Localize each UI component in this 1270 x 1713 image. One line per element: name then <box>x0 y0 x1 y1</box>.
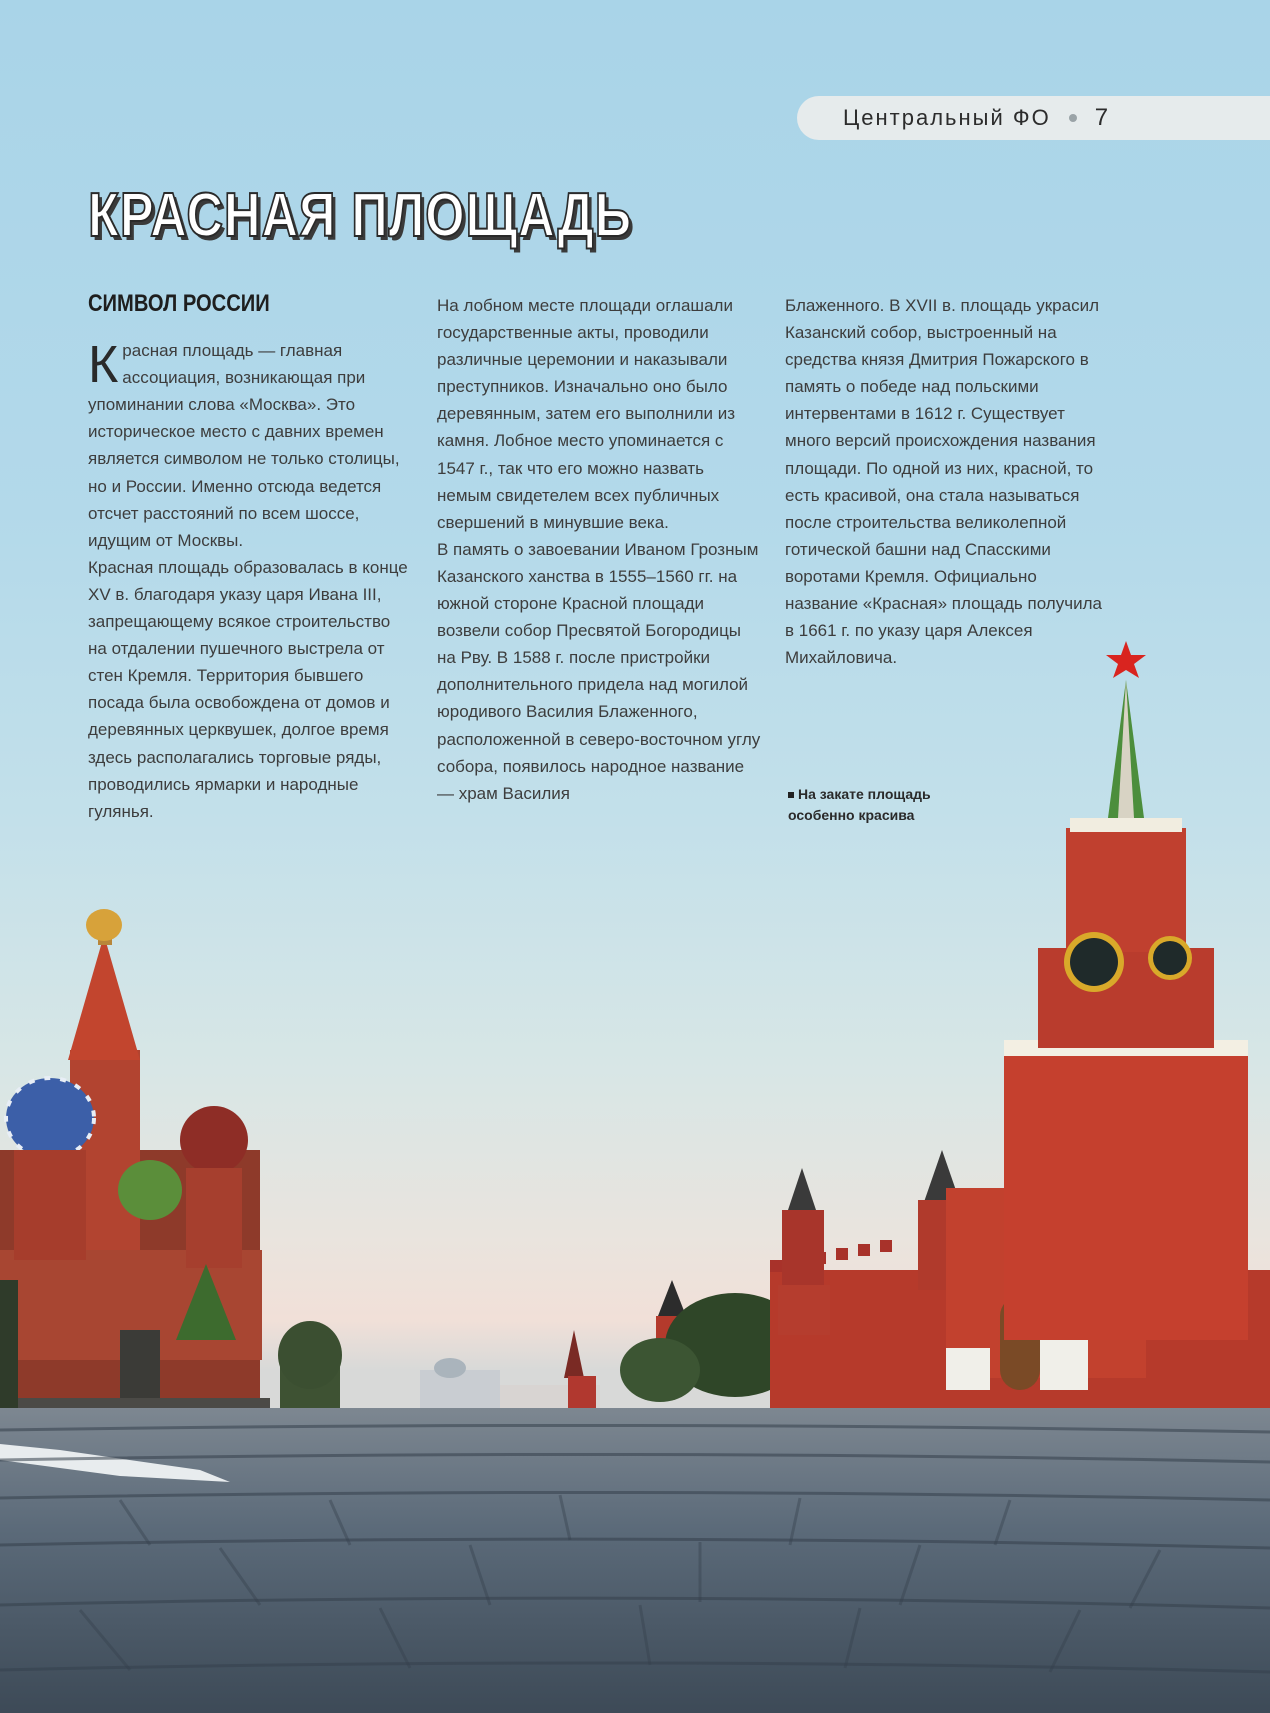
paragraph: Красная площадь образовалась в конце XV в. благодаря указу царя Ивана III, запрещающему всякое строительство на отдалении пушечного выстрела от стен Кремля. Территория бывшего посада была освобождена от домов и деревянных церквушек, долгое время здесь располагались торговые ряды, проводились ярмарки и народные гулянья. <box>88 557 408 821</box>
caption-marker-icon <box>788 792 794 798</box>
photo-caption <box>788 784 968 826</box>
section-name: Центральный ФО <box>843 105 1051 130</box>
text-column-1 <box>88 290 413 825</box>
separator-dot-icon <box>1069 114 1077 122</box>
page-title: КРАСНАЯ ПЛОЩАДЬ <box>88 181 632 250</box>
drop-cap: К <box>88 336 119 395</box>
paragraph: На лобном месте площади оглашали государственные акты, проводили различные церемонии и наказывали преступников. Изначально оно было деревянным, затем его выполнили из камня. Лобное место упоминается с 1547 г., так что его можно назвать немым свидетелем всех публичных свершений в минувшие века. <box>437 296 736 532</box>
text-column-3 <box>785 292 1110 671</box>
paragraph: Блаженного. В XVII в. площадь украсил Казанский собор, выстроенный на средства князя Дмитрия Пожарского в память о победе над польскими интервентами в 1612 г. Существует много версий происхождения названия площади. По одной из них, красной, то есть красивой, она стала называться после строительства великолепной готической башни над Спасскими воротами Кремля. Официально название «Красная» площадь получила в 1661 г. по указу царя Алексея Михайловича. <box>785 296 1102 668</box>
paragraph: В память о завоевании Иваном Грозным Казанского ханства в 1555–1560 гг. на южной стороне Красной площади возвели собор Пресвятой Богородицы на Рву. В 1588 г. после пристройки дополнительного придела над могилой юродивого Василия Блаженного, расположенной в северо-восточном углу собора, появилось народное название — храм Василия <box>437 539 761 803</box>
section-subhead: СИМВОЛ РОССИИ <box>88 290 270 317</box>
paragraph-text: расная площадь — главная ассоциация, возникающая при упоминании слова «Москва». Это историческое место с давних времен является символом не только столицы, но и России. Именно отсюда ведется отсчет расстояний по всем шоссе, идущим от Москвы. <box>88 341 400 550</box>
page-header-tab <box>797 96 1270 140</box>
paragraph <box>88 337 413 554</box>
caption-text: На закате площадь особенно красива <box>788 786 931 823</box>
text-column-2 <box>437 292 762 807</box>
page-number: 7 <box>1094 104 1109 131</box>
